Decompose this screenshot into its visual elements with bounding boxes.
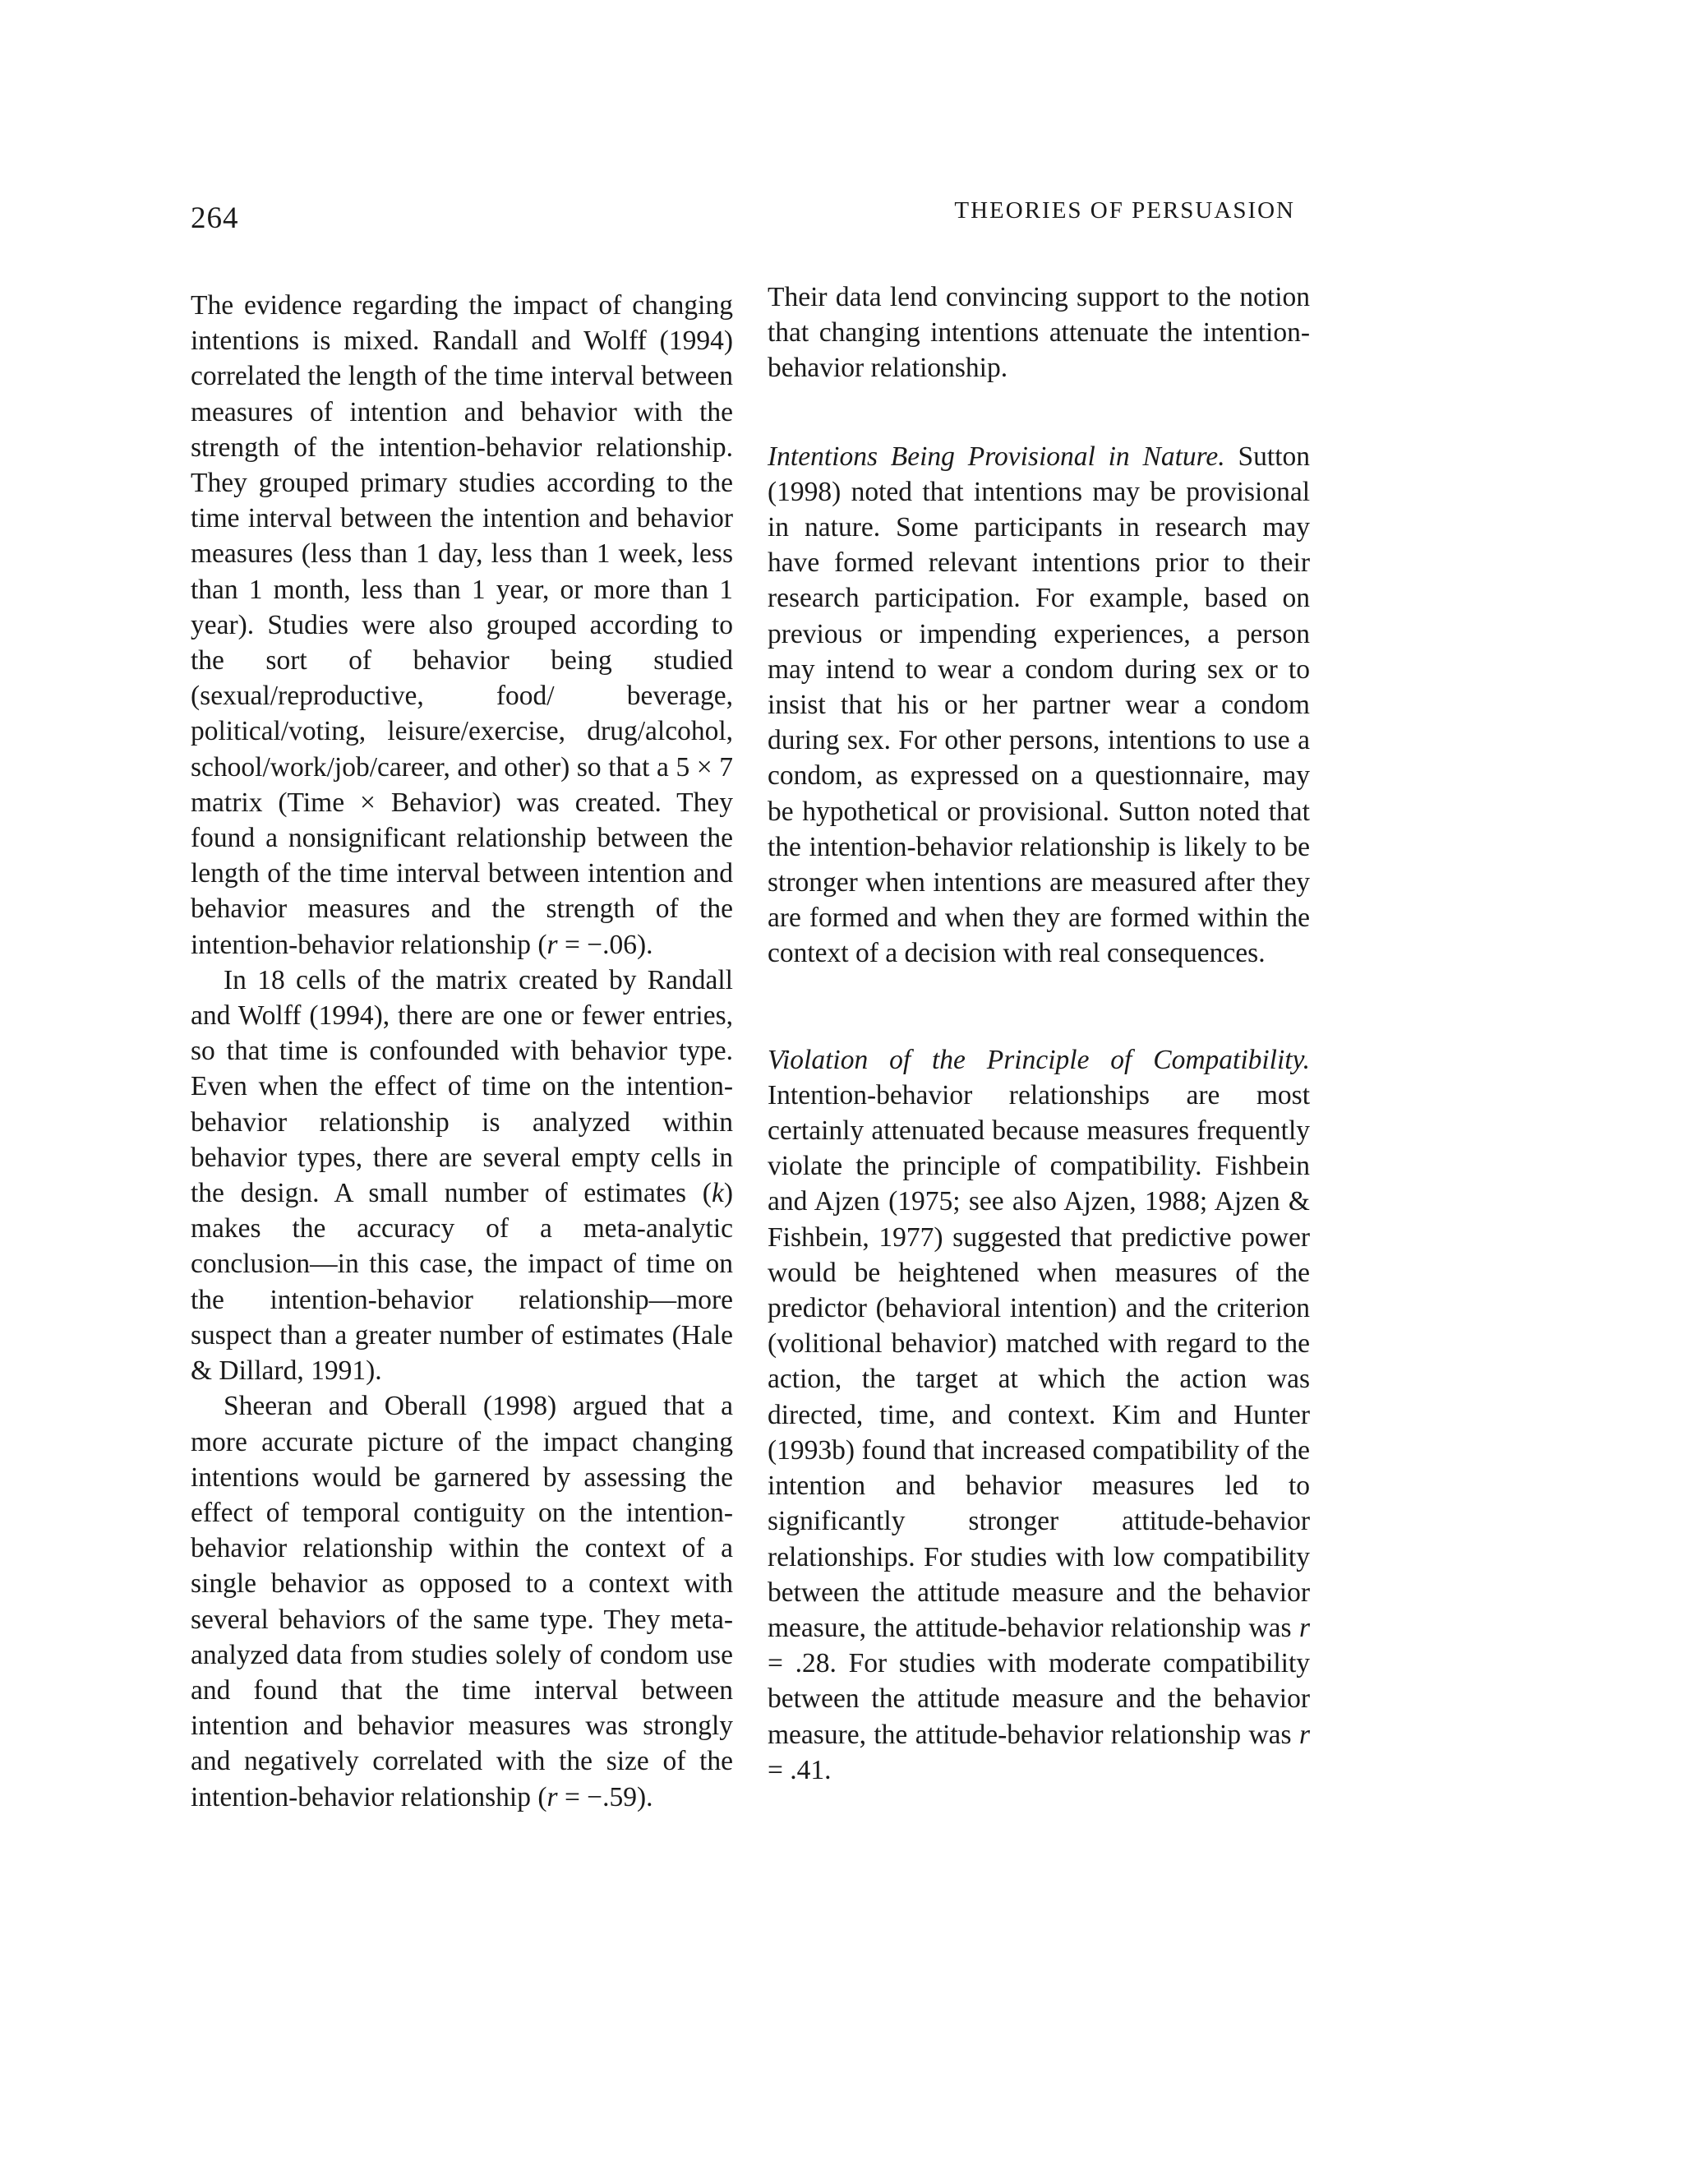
paragraph [191, 963, 733, 1388]
running-head: THEORIES OF PERSUASION [954, 197, 1295, 224]
paragraph-text: ) makes the accuracy of a meta-analytic conclusion—in this case, the impact of time on the intention-behavior relationship—more suspect than a greater number of estimates (Hale & Dillard, 1991). [191, 1178, 733, 1387]
paragraph-text: = −.59). [557, 1781, 653, 1812]
paragraph-text: Intention-behavior relationships are most certainly attenuated because measures frequently violate the principle of compatibility. Fishbein and Ajzen (1975; see also Ajzen, 1988; Ajzen & Fishbein, 1977) suggested that predictive power would be heightened when measures of the predictor (behavioral intention) and the criterion (volitional behavior) matched with regard to the action, the target at which the action was directed, time, and context. Kim and Hunter (1993b) found that increased compatibility of the intention and behavior measures led to significantly stronger attitude-behavior relationships. For studies with low compatibility between the attitude measure and the behavior measure, the attitude-behavior relationship was [768, 1079, 1310, 1643]
statistic-symbol: r [1298, 1719, 1310, 1750]
paragraph-text: = −.06). [557, 929, 653, 960]
statistic-symbol: k [711, 1178, 724, 1209]
statistic-symbol: r [546, 929, 558, 960]
paragraph-text: The evidence regarding the impact of changing intentions is mixed. Randall and Wolff (1994) correlated the length of the time interval between measures of intention and behavior with the strength of the intention-behavior relationship. They grouped primary studies according to the time interval between the intention and behavior measures (less than 1 day, less than 1 week, less than 1 month, less than 1 year, or more than 1 year). Studies were also grouped according to the sort of behavior being studied (sexual/reproductive, food/ beverage, political/voting, leisure/exercise, drug/alcohol, school/work/job/career, and other) so that a 5 × 7 matrix (Time × Behavior) was created. They found a nonsignificant relationship between the length of the time interval between intention and behavior measures and the strength of the intention-behavior relationship ( [191, 290, 733, 960]
paragraph [191, 1388, 733, 1814]
paragraph-text: = .41. [768, 1754, 832, 1785]
statistic-symbol: r [1298, 1612, 1310, 1643]
section-provisional [768, 439, 1310, 972]
paragraph-text: In 18 cells of the matrix created by Randall and Wolff (1994), there are one or fewer entries, so that time is confounded with behavior type. Even when the effect of time on the intention-behavior relationship is analyzed within behavior types, there are several empty cells in the design. A small number of estimates ( [191, 964, 733, 1209]
paragraph: Their data lend convincing support to the notion that changing intentions attenuate the intention-behavior relationship. [768, 282, 1310, 384]
paragraph-text: Sutton (1998) noted that intentions may be provisional in nature. Some participants in research may have formed relevant intentions prior to their research participation. For example, based on previous or impending experiences, a person may intend to wear a condom during sex or to insist that his or her partner wear a condom during sex. For other persons, intentions to use a condom, as expressed on a questionnaire, may be hypothetical or provisional. Sutton noted that the intention-behavior relationship is likely to be stronger when intentions are measured after they are formed and when they are formed within the context of a decision with real consequences. [768, 441, 1310, 969]
right-column [768, 279, 1310, 1788]
section-heading: Intentions Being Provisional in Nature. [768, 441, 1225, 472]
left-column [191, 288, 733, 1815]
paragraph-text: = .28. For studies with moderate compatibility between the attitude measure and the behavior measure, the attitude-behavior relationship was [768, 1648, 1310, 1750]
paragraph-text: Sheeran and Oberall (1998) argued that a more accurate picture of the impact changing intentions would be garnered by assessing the effect of temporal contiguity on the intention-behavior relationship within the context of a single behavior as opposed to a context with several behaviors of the same type. They meta-analyzed data from studies solely of condom use and found that the time interval between intention and behavior measures was strongly and negatively correlated with the size of the intention-behavior relationship ( [191, 1391, 733, 1812]
section-compatibility [768, 1042, 1310, 1788]
paragraph [191, 288, 733, 963]
section-heading: Violation of the Principle of Compatibility. [768, 1044, 1310, 1075]
statistic-symbol: r [546, 1781, 558, 1812]
page-number: 264 [191, 201, 239, 235]
